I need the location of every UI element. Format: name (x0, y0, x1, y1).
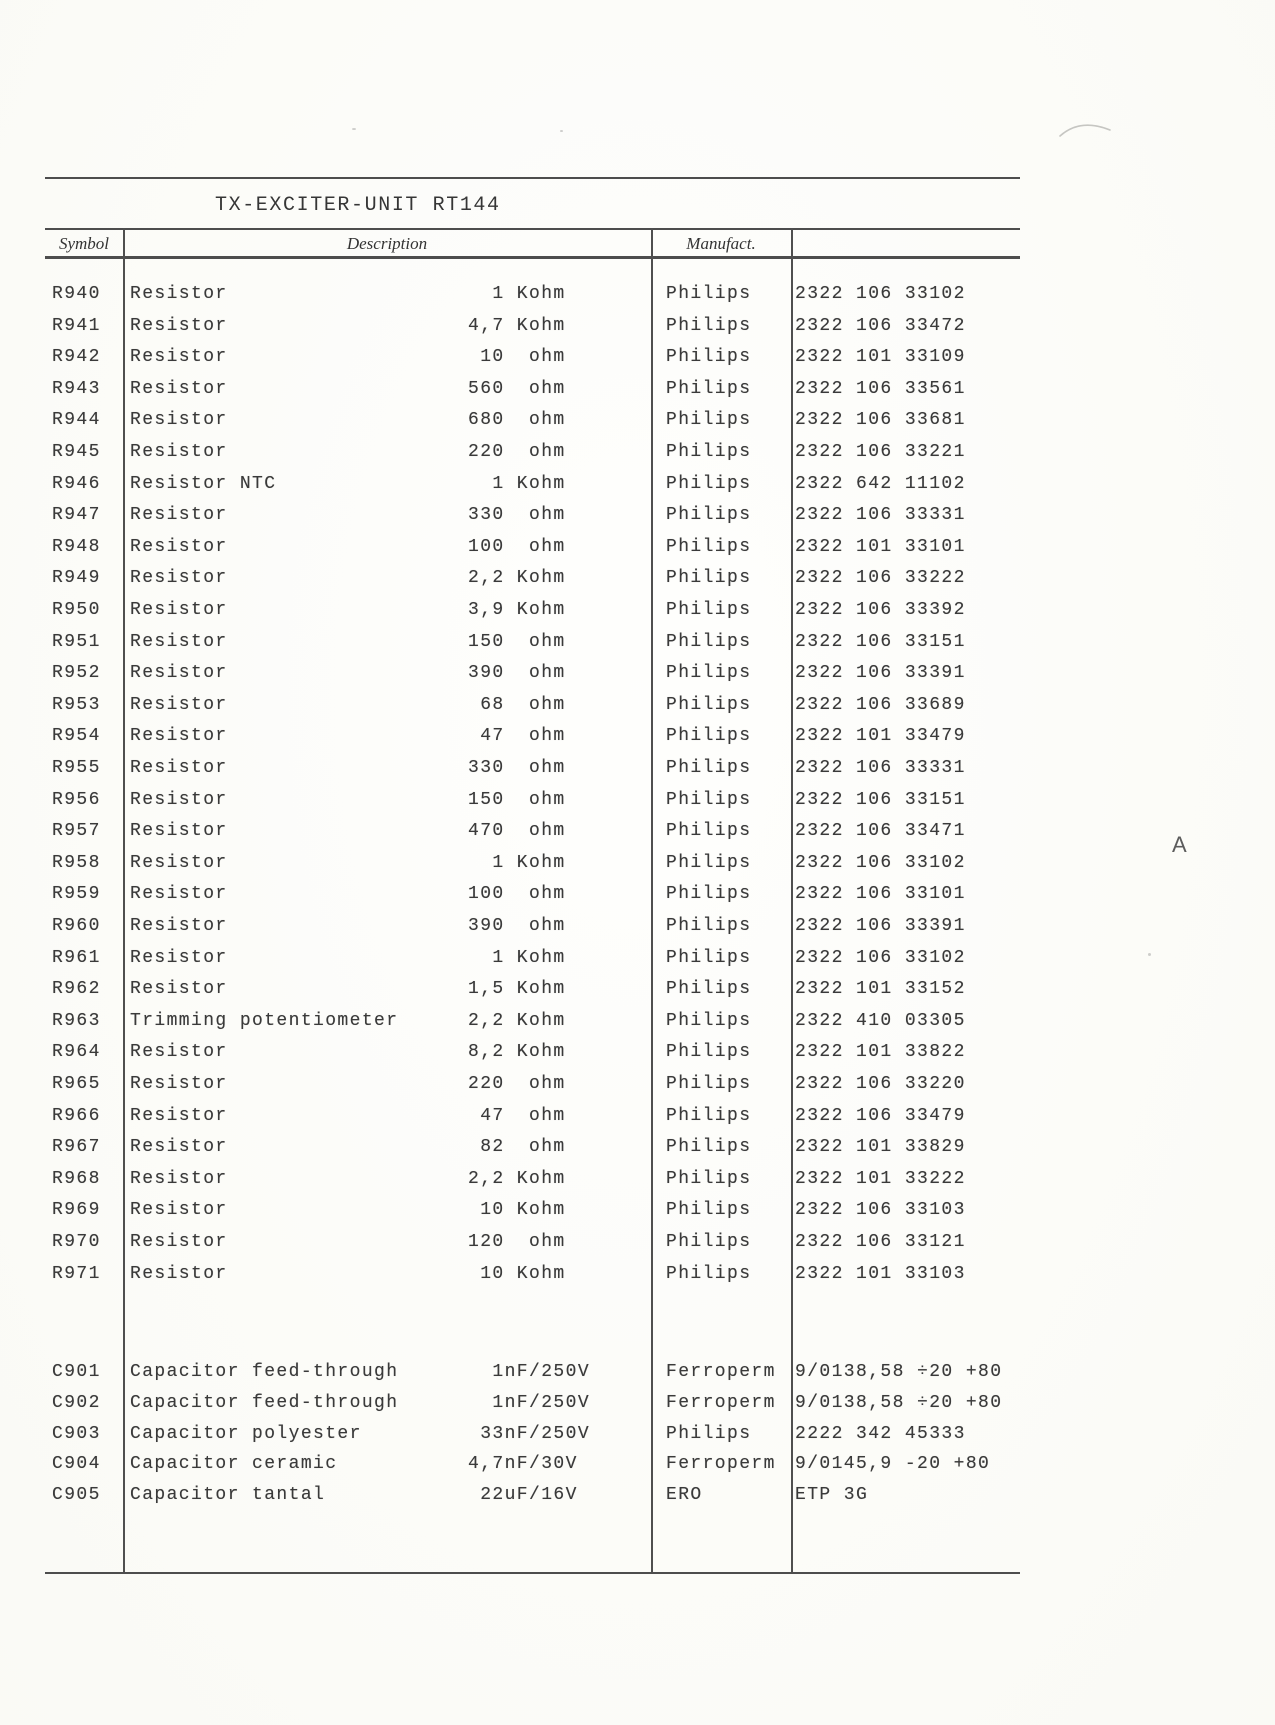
row-value: 100 ohm (468, 536, 566, 557)
row-symbol: R963 (52, 1010, 101, 1031)
column-header-description: Description (346, 234, 428, 253)
row-value: 220 ohm (468, 442, 566, 462)
row-description: Resistor (130, 1105, 228, 1126)
row-description: Resistor (130, 979, 228, 1000)
row-symbol: R945 (52, 442, 101, 462)
table-row (0, 347, 1275, 377)
page-title: TX-EXCITER-UNIT RT144 (215, 194, 501, 217)
table-row (0, 979, 1275, 1009)
row-part: ETP 3G (795, 1485, 869, 1506)
row-value: 680 ohm (468, 410, 566, 431)
scan-speck (560, 130, 563, 132)
table-row (0, 284, 1275, 314)
row-symbol: R948 (52, 536, 101, 557)
row-symbol: C904 (52, 1454, 101, 1475)
row-symbol: R941 (52, 315, 101, 336)
row-symbol: R954 (52, 726, 101, 747)
row-symbol: R952 (52, 663, 101, 684)
table-row (0, 1011, 1275, 1041)
row-part: 2322 101 33152 (795, 979, 966, 1000)
row-symbol: R967 (52, 1137, 101, 1158)
row-description: Capacitor feed-through (130, 1362, 399, 1382)
row-manufact: Philips (666, 663, 752, 684)
row-description: Resistor (130, 1200, 228, 1221)
row-description: Resistor (130, 1137, 228, 1158)
row-part: 2322 101 33479 (795, 726, 966, 747)
table-row (0, 1485, 1275, 1515)
row-manufact: Philips (666, 505, 752, 526)
row-manufact: Philips (666, 694, 752, 715)
row-value: 390 ohm (468, 916, 566, 936)
row-symbol: R953 (52, 694, 101, 715)
row-description: Capacitor feed-through (130, 1392, 399, 1413)
row-symbol: R942 (52, 347, 101, 368)
row-manufact: Philips (666, 1200, 752, 1221)
row-value: 1nF/250V (468, 1362, 591, 1382)
table-row (0, 1200, 1275, 1230)
column-header-manufact: Manufact. (686, 234, 756, 253)
row-symbol: R957 (52, 821, 101, 842)
table-row (0, 537, 1275, 567)
row-value: 47 ohm (468, 726, 566, 747)
row-manufact: Philips (666, 600, 752, 620)
row-description: Resistor (130, 536, 228, 557)
row-part: 2322 106 33472 (795, 315, 966, 336)
row-manufact: Philips (666, 284, 752, 304)
row-part: 2322 106 33222 (795, 568, 966, 589)
row-description: Resistor (130, 410, 228, 431)
row-part: 2322 101 33829 (795, 1137, 966, 1158)
header-bottom-rule (45, 256, 1020, 259)
row-description: Resistor (130, 347, 228, 368)
row-description: Resistor (130, 726, 228, 747)
row-symbol: R969 (52, 1200, 101, 1221)
row-description: Resistor (130, 284, 228, 304)
row-symbol: R968 (52, 1168, 101, 1189)
row-description: Capacitor polyester (130, 1423, 362, 1444)
table-row (0, 316, 1275, 346)
row-description: Resistor (130, 789, 228, 810)
row-value: 2,2 Kohm (468, 568, 566, 589)
top-rule (45, 177, 1020, 179)
row-part: 2322 106 33101 (795, 884, 966, 905)
row-description: Resistor (130, 442, 228, 462)
row-symbol: C903 (52, 1423, 101, 1444)
table-row (0, 474, 1275, 504)
table-row (0, 758, 1275, 788)
row-part: 2322 106 33102 (795, 852, 966, 873)
row-value: 220 ohm (468, 1074, 566, 1094)
row-value: 150 ohm (468, 631, 566, 652)
row-part: 2322 106 33121 (795, 1232, 966, 1252)
row-part: 2322 106 33102 (795, 284, 966, 304)
row-manufact: Philips (666, 378, 752, 399)
table-row (0, 442, 1275, 472)
scan-speck (352, 128, 356, 130)
row-symbol: R964 (52, 1042, 101, 1063)
row-value: 68 ohm (468, 694, 566, 715)
row-manufact: Philips (666, 1105, 752, 1126)
row-value: 560 ohm (468, 378, 566, 399)
row-part: 2322 106 33151 (795, 789, 966, 810)
table-row (0, 916, 1275, 946)
row-value: 3,9 Kohm (468, 600, 566, 620)
row-symbol: R943 (52, 378, 101, 399)
row-manufact: Philips (666, 1423, 752, 1444)
table-row (0, 1232, 1275, 1262)
row-symbol: R956 (52, 789, 101, 810)
row-manufact: Philips (666, 473, 752, 494)
row-symbol: R940 (52, 284, 101, 304)
row-manufact: Philips (666, 1074, 752, 1094)
row-manufact: Philips (666, 979, 752, 1000)
row-value: 4,7 Kohm (468, 315, 566, 336)
table-row (0, 1362, 1275, 1392)
row-value: 4,7nF/30V (468, 1454, 578, 1475)
row-manufact: Philips (666, 1042, 752, 1063)
row-value: 100 ohm (468, 884, 566, 905)
row-manufact: Philips (666, 568, 752, 589)
row-manufact: Philips (666, 947, 752, 968)
row-part: 2322 101 33103 (795, 1263, 966, 1284)
row-part: 2322 106 33103 (795, 1200, 966, 1221)
row-value: 2,2 Kohm (468, 1010, 566, 1031)
table-row (0, 600, 1275, 630)
row-part: 2322 106 33479 (795, 1105, 966, 1126)
row-part: 2322 101 33222 (795, 1168, 966, 1189)
row-part: 2322 106 33331 (795, 505, 966, 526)
scan-speck (1148, 953, 1151, 956)
row-manufact: Philips (666, 536, 752, 557)
row-value: 82 ohm (468, 1137, 566, 1158)
row-description: Resistor (130, 505, 228, 526)
row-part: 2322 106 33151 (795, 631, 966, 652)
row-description: Trimming potentiometer (130, 1010, 399, 1031)
row-manufact: ERO (666, 1485, 703, 1506)
row-manufact: Philips (666, 884, 752, 905)
row-symbol: R947 (52, 505, 101, 526)
table-row (0, 1393, 1275, 1423)
row-part: 9/0138,58 ÷20 +80 (795, 1392, 1003, 1413)
row-value: 1 Kohm (468, 284, 566, 304)
table-row (0, 1042, 1275, 1072)
table-row (0, 853, 1275, 883)
row-value: 47 ohm (468, 1105, 566, 1126)
row-symbol: R970 (52, 1232, 101, 1252)
row-description: Resistor (130, 600, 228, 620)
row-part: 2322 101 33109 (795, 347, 966, 368)
table-row (0, 1424, 1275, 1454)
column-header-symbol: Symbol (58, 234, 110, 253)
row-part: 2322 106 33391 (795, 663, 966, 684)
row-value: 150 ohm (468, 789, 566, 810)
row-part: 2322 106 33681 (795, 410, 966, 431)
table-row (0, 695, 1275, 725)
row-manufact: Philips (666, 442, 752, 462)
table-row (0, 379, 1275, 409)
row-description: Capacitor ceramic (130, 1454, 338, 1475)
table-row (0, 790, 1275, 820)
row-manufact: Philips (666, 1232, 752, 1252)
row-manufact: Philips (666, 726, 752, 747)
bottom-rule (45, 1572, 1020, 1574)
row-manufact: Philips (666, 1010, 752, 1031)
row-symbol: R962 (52, 979, 101, 1000)
row-manufact: Philips (666, 410, 752, 431)
row-manufact: Ferroperm (666, 1454, 776, 1475)
table-row (0, 1454, 1275, 1484)
table-row (0, 632, 1275, 662)
row-manufact: Philips (666, 852, 752, 873)
row-description: Resistor (130, 1042, 228, 1063)
row-manufact: Philips (666, 821, 752, 842)
row-value: 22uF/16V (468, 1485, 578, 1506)
row-value: 8,2 Kohm (468, 1042, 566, 1063)
row-part: 2322 101 33822 (795, 1042, 966, 1063)
table-row (0, 948, 1275, 978)
table-row (0, 568, 1275, 598)
row-description: Resistor (130, 568, 228, 589)
row-manufact: Philips (666, 315, 752, 336)
row-part: 9/0138,58 ÷20 +80 (795, 1362, 1003, 1382)
row-value: 1 Kohm (468, 852, 566, 873)
row-part: 2322 106 33471 (795, 821, 966, 842)
row-part: 2322 106 33689 (795, 694, 966, 715)
row-manufact: Philips (666, 916, 752, 936)
row-description: Resistor (130, 821, 228, 842)
row-manufact: Ferroperm (666, 1392, 776, 1413)
row-description: Resistor (130, 694, 228, 715)
scan-pen-mark (1058, 120, 1122, 144)
row-value: 10 Kohm (468, 1263, 566, 1284)
row-symbol: R971 (52, 1263, 101, 1284)
row-description: Resistor (130, 1232, 228, 1252)
row-manufact: Ferroperm (666, 1362, 776, 1382)
row-value: 1 Kohm (468, 947, 566, 968)
row-part: 9/0145,9 -20 +80 (795, 1454, 991, 1475)
row-manufact: Philips (666, 758, 752, 778)
row-manufact: Philips (666, 631, 752, 652)
row-part: 2322 106 33392 (795, 600, 966, 620)
row-manufact: Philips (666, 1263, 752, 1284)
row-symbol: C905 (52, 1485, 101, 1506)
row-description: Resistor (130, 663, 228, 684)
row-value: 330 ohm (468, 758, 566, 778)
row-part: 2322 106 33391 (795, 916, 966, 936)
row-value: 10 Kohm (468, 1200, 566, 1221)
row-description: Resistor (130, 631, 228, 652)
row-manufact: Philips (666, 789, 752, 810)
row-part: 2222 342 45333 (795, 1423, 966, 1444)
table-row (0, 410, 1275, 440)
row-description: Resistor (130, 378, 228, 399)
row-symbol: R960 (52, 916, 101, 936)
row-description: Resistor (130, 758, 228, 778)
row-symbol: R965 (52, 1074, 101, 1094)
row-symbol: R959 (52, 884, 101, 905)
row-part: 2322 106 33102 (795, 947, 966, 968)
row-value: 10 ohm (468, 347, 566, 368)
row-value: 2,2 Kohm (468, 1168, 566, 1189)
table-row (0, 1074, 1275, 1104)
row-part: 2322 410 03305 (795, 1010, 966, 1031)
row-symbol: C901 (52, 1362, 101, 1382)
row-description: Resistor (130, 947, 228, 968)
row-description: Resistor (130, 916, 228, 936)
table-row (0, 663, 1275, 693)
row-value: 33nF/250V (468, 1423, 591, 1444)
row-symbol: C902 (52, 1392, 101, 1413)
row-value: 330 ohm (468, 505, 566, 526)
row-part: 2322 106 33331 (795, 758, 966, 778)
row-manufact: Philips (666, 1137, 752, 1158)
row-description: Resistor (130, 1263, 228, 1284)
row-symbol: R944 (52, 410, 101, 431)
row-symbol: R961 (52, 947, 101, 968)
row-symbol: R951 (52, 631, 101, 652)
row-description: Resistor (130, 315, 228, 336)
row-part: 2322 106 33221 (795, 442, 966, 462)
row-description: Resistor (130, 852, 228, 873)
row-part: 2322 106 33220 (795, 1074, 966, 1094)
row-symbol: R966 (52, 1105, 101, 1126)
row-symbol: R955 (52, 758, 101, 778)
header-top-rule (45, 228, 1020, 230)
row-value: 1 Kohm (468, 473, 566, 494)
row-description: Resistor (130, 1168, 228, 1189)
row-description: Resistor (130, 1074, 228, 1094)
table-row (0, 1106, 1275, 1136)
row-value: 120 ohm (468, 1232, 566, 1252)
row-manufact: Philips (666, 347, 752, 368)
table-row (0, 821, 1275, 851)
margin-note: A (1172, 832, 1188, 857)
row-value: 470 ohm (468, 821, 566, 842)
row-symbol: R949 (52, 568, 101, 589)
row-description: Capacitor tantal (130, 1485, 326, 1506)
row-symbol: R946 (52, 473, 101, 494)
table-row (0, 1137, 1275, 1167)
row-description: Resistor NTC (130, 473, 277, 494)
row-value: 1,5 Kohm (468, 979, 566, 1000)
row-symbol: R950 (52, 600, 101, 620)
row-value: 1nF/250V (468, 1392, 591, 1413)
table-row (0, 1264, 1275, 1294)
table-row (0, 1169, 1275, 1199)
row-description: Resistor (130, 884, 228, 905)
row-manufact: Philips (666, 1168, 752, 1189)
row-part: 2322 106 33561 (795, 378, 966, 399)
row-value: 390 ohm (468, 663, 566, 684)
row-part: 2322 101 33101 (795, 536, 966, 557)
table-row (0, 505, 1275, 535)
table-row (0, 884, 1275, 914)
row-part: 2322 642 11102 (795, 473, 966, 494)
row-symbol: R958 (52, 852, 101, 873)
table-row (0, 726, 1275, 756)
